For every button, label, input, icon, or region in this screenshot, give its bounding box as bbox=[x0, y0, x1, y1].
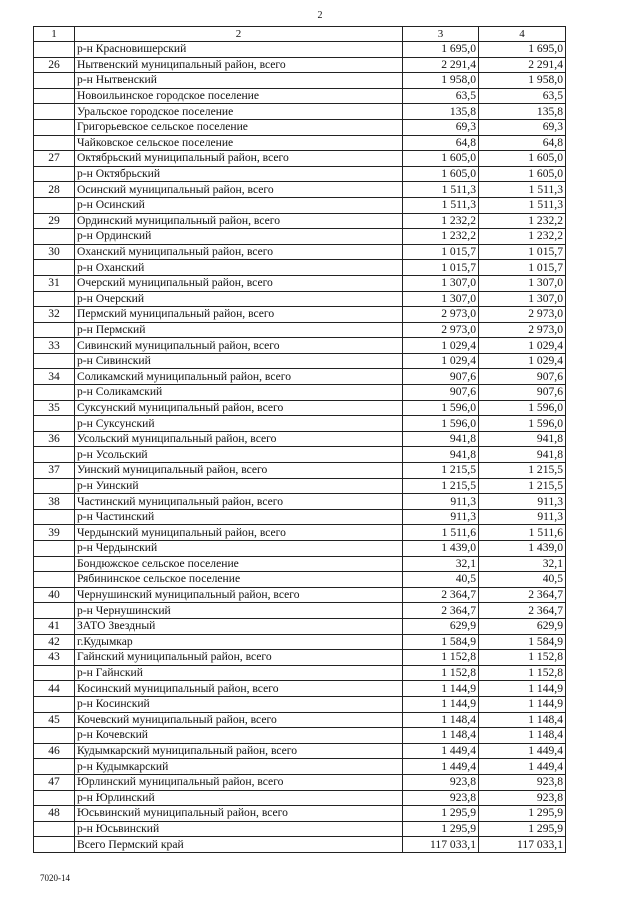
value-col4-cell: 1 439,0 bbox=[479, 541, 566, 557]
row-number-cell: 47 bbox=[34, 774, 75, 790]
name-cell: Октябрьский муниципальный район, всего bbox=[75, 151, 403, 167]
value-col3-cell: 1 148,4 bbox=[403, 728, 479, 744]
value-col3-cell: 2 364,7 bbox=[403, 603, 479, 619]
value-col4-cell: 1 584,9 bbox=[479, 634, 566, 650]
row-number-cell bbox=[34, 541, 75, 557]
value-col4-cell: 1 152,8 bbox=[479, 650, 566, 666]
table-row bbox=[34, 42, 566, 58]
value-col3-cell: 629,9 bbox=[403, 618, 479, 634]
value-col4-cell: 1 307,0 bbox=[479, 291, 566, 307]
value-col3-cell: 911,3 bbox=[403, 494, 479, 510]
row-number-cell bbox=[34, 509, 75, 525]
value-col3-cell: 64,8 bbox=[403, 135, 479, 151]
table-row bbox=[34, 681, 566, 697]
name-cell: р-н Нытвенский bbox=[75, 73, 403, 89]
row-number-cell: 27 bbox=[34, 151, 75, 167]
table-row bbox=[34, 182, 566, 198]
value-col4-cell: 2 364,7 bbox=[479, 603, 566, 619]
row-number-cell: 38 bbox=[34, 494, 75, 510]
value-col4-cell: 1 605,0 bbox=[479, 166, 566, 182]
table-row bbox=[34, 759, 566, 775]
value-col3-cell: 69,3 bbox=[403, 119, 479, 135]
value-col3-cell: 1 015,7 bbox=[403, 260, 479, 276]
table-row bbox=[34, 369, 566, 385]
page-number: 2 bbox=[317, 10, 323, 21]
row-number-cell: 34 bbox=[34, 369, 75, 385]
value-col4-cell: 907,6 bbox=[479, 369, 566, 385]
value-col4-cell: 1 152,8 bbox=[479, 665, 566, 681]
name-cell: р-н Пермский bbox=[75, 322, 403, 338]
value-col4-cell: 1 144,9 bbox=[479, 696, 566, 712]
table-header-row bbox=[34, 27, 566, 42]
row-number-cell bbox=[34, 728, 75, 744]
name-cell: р-н Октябрьский bbox=[75, 166, 403, 182]
table-row bbox=[34, 634, 566, 650]
footer-code: 7020-14 bbox=[40, 873, 70, 883]
column-header-2: 2 bbox=[75, 27, 403, 42]
name-cell: ЗАТО Звездный bbox=[75, 618, 403, 634]
name-cell: г.Кудымкар bbox=[75, 634, 403, 650]
name-cell: Усольский муниципальный район, всего bbox=[75, 431, 403, 447]
value-col3-cell: 1 596,0 bbox=[403, 400, 479, 416]
table-row bbox=[34, 104, 566, 120]
row-number-cell: 30 bbox=[34, 244, 75, 260]
value-col4-cell: 2 973,0 bbox=[479, 322, 566, 338]
name-cell: р-н Соликамский bbox=[75, 385, 403, 401]
table-row bbox=[34, 213, 566, 229]
name-cell: р-н Частинский bbox=[75, 509, 403, 525]
row-number-cell bbox=[34, 260, 75, 276]
name-cell: Всего Пермский край bbox=[75, 837, 403, 853]
table-row bbox=[34, 525, 566, 541]
name-cell: р-н Кудымкарский bbox=[75, 759, 403, 775]
value-col3-cell: 1 215,5 bbox=[403, 478, 479, 494]
row-number-cell bbox=[34, 447, 75, 463]
table-row bbox=[34, 88, 566, 104]
name-cell: р-н Чернушинский bbox=[75, 603, 403, 619]
value-col3-cell: 117 033,1 bbox=[403, 837, 479, 853]
name-cell: Соликамский муниципальный район, всего bbox=[75, 369, 403, 385]
row-number-cell bbox=[34, 119, 75, 135]
table-row bbox=[34, 431, 566, 447]
name-cell: Пермский муниципальный район, всего bbox=[75, 307, 403, 323]
row-number-cell bbox=[34, 166, 75, 182]
value-col3-cell: 1 449,4 bbox=[403, 743, 479, 759]
column-header-1: 1 bbox=[34, 27, 75, 42]
value-col3-cell: 1 307,0 bbox=[403, 291, 479, 307]
row-number-cell bbox=[34, 696, 75, 712]
table-row bbox=[34, 353, 566, 369]
row-number-cell bbox=[34, 790, 75, 806]
value-col3-cell: 40,5 bbox=[403, 572, 479, 588]
name-cell: Гайнский муниципальный район, всего bbox=[75, 650, 403, 666]
row-number-cell bbox=[34, 556, 75, 572]
value-col3-cell: 941,8 bbox=[403, 447, 479, 463]
row-number-cell bbox=[34, 104, 75, 120]
row-number-cell: 37 bbox=[34, 463, 75, 479]
table-row bbox=[34, 338, 566, 354]
table-row bbox=[34, 712, 566, 728]
value-col4-cell: 1 144,9 bbox=[479, 681, 566, 697]
value-col3-cell: 135,8 bbox=[403, 104, 479, 120]
name-cell: Частинский муниципальный район, всего bbox=[75, 494, 403, 510]
value-col4-cell: 1 596,0 bbox=[479, 400, 566, 416]
name-cell: р-н Гайнский bbox=[75, 665, 403, 681]
name-cell: р-н Юрлинский bbox=[75, 790, 403, 806]
table-row bbox=[34, 665, 566, 681]
value-col3-cell: 1 511,3 bbox=[403, 197, 479, 213]
value-col3-cell: 1 295,9 bbox=[403, 806, 479, 822]
value-col3-cell: 1 144,9 bbox=[403, 696, 479, 712]
row-number-cell bbox=[34, 416, 75, 432]
table-body bbox=[34, 27, 566, 853]
table-row bbox=[34, 494, 566, 510]
value-col3-cell: 1 215,5 bbox=[403, 463, 479, 479]
name-cell: р-н Сивинский bbox=[75, 353, 403, 369]
name-cell: р-н Юсьвинский bbox=[75, 821, 403, 837]
value-col3-cell: 1 605,0 bbox=[403, 151, 479, 167]
value-col4-cell: 1 029,4 bbox=[479, 338, 566, 354]
table-row bbox=[34, 322, 566, 338]
value-col4-cell: 1 511,6 bbox=[479, 525, 566, 541]
table-row bbox=[34, 57, 566, 73]
budget-table bbox=[33, 26, 566, 853]
name-cell: р-н Кочевский bbox=[75, 728, 403, 744]
value-col3-cell: 1 015,7 bbox=[403, 244, 479, 260]
table-row bbox=[34, 603, 566, 619]
row-number-cell: 46 bbox=[34, 743, 75, 759]
value-col4-cell: 1 148,4 bbox=[479, 712, 566, 728]
value-col3-cell: 1 307,0 bbox=[403, 275, 479, 291]
table-row bbox=[34, 197, 566, 213]
row-number-cell: 29 bbox=[34, 213, 75, 229]
table-row bbox=[34, 291, 566, 307]
value-col3-cell: 1 148,4 bbox=[403, 712, 479, 728]
row-number-cell: 26 bbox=[34, 57, 75, 73]
row-number-cell: 35 bbox=[34, 400, 75, 416]
table-row bbox=[34, 587, 566, 603]
name-cell: Бондюжское сельское поселение bbox=[75, 556, 403, 572]
row-number-cell bbox=[34, 353, 75, 369]
table-row bbox=[34, 400, 566, 416]
value-col4-cell: 923,8 bbox=[479, 790, 566, 806]
row-number-cell bbox=[34, 603, 75, 619]
value-col4-cell: 32,1 bbox=[479, 556, 566, 572]
row-number-cell bbox=[34, 572, 75, 588]
table-row bbox=[34, 821, 566, 837]
value-col4-cell: 911,3 bbox=[479, 494, 566, 510]
value-col4-cell: 1 511,3 bbox=[479, 182, 566, 198]
name-cell: Юсьвинский муниципальный район, всего bbox=[75, 806, 403, 822]
table-row bbox=[34, 307, 566, 323]
value-col4-cell: 1 029,4 bbox=[479, 353, 566, 369]
name-cell: р-н Осинский bbox=[75, 197, 403, 213]
table-row bbox=[34, 151, 566, 167]
name-cell: Оханский муниципальный район, всего bbox=[75, 244, 403, 260]
name-cell: р-н Усольский bbox=[75, 447, 403, 463]
row-number-cell bbox=[34, 759, 75, 775]
value-col3-cell: 1 439,0 bbox=[403, 541, 479, 557]
row-number-cell bbox=[34, 135, 75, 151]
name-cell: р-н Суксунский bbox=[75, 416, 403, 432]
table-row bbox=[34, 728, 566, 744]
row-number-cell bbox=[34, 837, 75, 853]
name-cell: Очерский муниципальный район, всего bbox=[75, 275, 403, 291]
name-cell: р-н Ординский bbox=[75, 229, 403, 245]
value-col4-cell: 941,8 bbox=[479, 447, 566, 463]
table-row bbox=[34, 696, 566, 712]
value-col4-cell: 69,3 bbox=[479, 119, 566, 135]
value-col4-cell: 1 307,0 bbox=[479, 275, 566, 291]
table-row bbox=[34, 73, 566, 89]
table-row bbox=[34, 166, 566, 182]
name-cell: р-н Оханский bbox=[75, 260, 403, 276]
value-col4-cell: 1 511,3 bbox=[479, 197, 566, 213]
name-cell: Рябининское сельское поселение bbox=[75, 572, 403, 588]
name-cell: Косинский муниципальный район, всего bbox=[75, 681, 403, 697]
row-number-cell bbox=[34, 665, 75, 681]
row-number-cell: 40 bbox=[34, 587, 75, 603]
name-cell: р-н Уинский bbox=[75, 478, 403, 494]
value-col3-cell: 63,5 bbox=[403, 88, 479, 104]
value-col3-cell: 1 232,2 bbox=[403, 229, 479, 245]
row-number-cell bbox=[34, 73, 75, 89]
table-row bbox=[34, 385, 566, 401]
value-col4-cell: 1 015,7 bbox=[479, 244, 566, 260]
table-row bbox=[34, 463, 566, 479]
value-col4-cell: 135,8 bbox=[479, 104, 566, 120]
name-cell: Чернушинский муниципальный район, всего bbox=[75, 587, 403, 603]
row-number-cell: 28 bbox=[34, 182, 75, 198]
value-col3-cell: 2 364,7 bbox=[403, 587, 479, 603]
table-row bbox=[34, 618, 566, 634]
value-col3-cell: 1 295,9 bbox=[403, 821, 479, 837]
name-cell: Осинский муниципальный район, всего bbox=[75, 182, 403, 198]
row-number-cell bbox=[34, 821, 75, 837]
name-cell: Уинский муниципальный район, всего bbox=[75, 463, 403, 479]
value-col4-cell: 1 449,4 bbox=[479, 759, 566, 775]
table-row bbox=[34, 447, 566, 463]
table-row bbox=[34, 416, 566, 432]
table-row bbox=[34, 260, 566, 276]
name-cell: р-н Красновишерский bbox=[75, 42, 403, 58]
table-row bbox=[34, 478, 566, 494]
value-col3-cell: 1 152,8 bbox=[403, 650, 479, 666]
value-col3-cell: 1 958,0 bbox=[403, 73, 479, 89]
value-col4-cell: 117 033,1 bbox=[479, 837, 566, 853]
value-col3-cell: 911,3 bbox=[403, 509, 479, 525]
value-col3-cell: 32,1 bbox=[403, 556, 479, 572]
row-number-cell: 48 bbox=[34, 806, 75, 822]
value-col4-cell: 1 215,5 bbox=[479, 463, 566, 479]
row-number-cell: 36 bbox=[34, 431, 75, 447]
table-row bbox=[34, 135, 566, 151]
value-col4-cell: 63,5 bbox=[479, 88, 566, 104]
value-col4-cell: 629,9 bbox=[479, 618, 566, 634]
table-row bbox=[34, 837, 566, 853]
value-col3-cell: 2 973,0 bbox=[403, 322, 479, 338]
row-number-cell: 41 bbox=[34, 618, 75, 634]
table-row bbox=[34, 806, 566, 822]
name-cell: р-н Очерский bbox=[75, 291, 403, 307]
row-number-cell bbox=[34, 229, 75, 245]
name-cell: Нытвенский муниципальный район, всего bbox=[75, 57, 403, 73]
value-col3-cell: 1 029,4 bbox=[403, 353, 479, 369]
value-col3-cell: 907,6 bbox=[403, 369, 479, 385]
row-number-cell bbox=[34, 42, 75, 58]
row-number-cell: 42 bbox=[34, 634, 75, 650]
value-col4-cell: 1 015,7 bbox=[479, 260, 566, 276]
value-col3-cell: 1 511,6 bbox=[403, 525, 479, 541]
name-cell: Кудымкарский муниципальный район, всего bbox=[75, 743, 403, 759]
row-number-cell bbox=[34, 291, 75, 307]
value-col3-cell: 941,8 bbox=[403, 431, 479, 447]
table-row bbox=[34, 119, 566, 135]
value-col4-cell: 64,8 bbox=[479, 135, 566, 151]
name-cell: Ординский муниципальный район, всего bbox=[75, 213, 403, 229]
name-cell: р-н Косинский bbox=[75, 696, 403, 712]
name-cell: Суксунский муниципальный район, всего bbox=[75, 400, 403, 416]
table-row bbox=[34, 541, 566, 557]
name-cell: Новоильинское городское поселение bbox=[75, 88, 403, 104]
value-col4-cell: 923,8 bbox=[479, 774, 566, 790]
value-col4-cell: 1 148,4 bbox=[479, 728, 566, 744]
value-col4-cell: 40,5 bbox=[479, 572, 566, 588]
value-col3-cell: 1 584,9 bbox=[403, 634, 479, 650]
table-row bbox=[34, 790, 566, 806]
value-col3-cell: 1 605,0 bbox=[403, 166, 479, 182]
value-col4-cell: 1 232,2 bbox=[479, 229, 566, 245]
value-col3-cell: 1 144,9 bbox=[403, 681, 479, 697]
value-col3-cell: 1 511,3 bbox=[403, 182, 479, 198]
value-col4-cell: 1 958,0 bbox=[479, 73, 566, 89]
table-row bbox=[34, 509, 566, 525]
name-cell: Сивинский муниципальный район, всего bbox=[75, 338, 403, 354]
table-row bbox=[34, 572, 566, 588]
table-row bbox=[34, 556, 566, 572]
value-col4-cell: 1 449,4 bbox=[479, 743, 566, 759]
row-number-cell: 31 bbox=[34, 275, 75, 291]
value-col3-cell: 923,8 bbox=[403, 790, 479, 806]
value-col3-cell: 1 152,8 bbox=[403, 665, 479, 681]
value-col4-cell: 2 364,7 bbox=[479, 587, 566, 603]
row-number-cell: 39 bbox=[34, 525, 75, 541]
name-cell: Юрлинский муниципальный район, всего bbox=[75, 774, 403, 790]
table-row bbox=[34, 229, 566, 245]
row-number-cell: 44 bbox=[34, 681, 75, 697]
value-col3-cell: 2 291,4 bbox=[403, 57, 479, 73]
row-number-cell bbox=[34, 478, 75, 494]
value-col3-cell: 1 232,2 bbox=[403, 213, 479, 229]
row-number-cell: 45 bbox=[34, 712, 75, 728]
name-cell: р-н Чердынский bbox=[75, 541, 403, 557]
row-number-cell bbox=[34, 88, 75, 104]
row-number-cell bbox=[34, 385, 75, 401]
value-col3-cell: 907,6 bbox=[403, 385, 479, 401]
row-number-cell bbox=[34, 322, 75, 338]
value-col4-cell: 1 605,0 bbox=[479, 151, 566, 167]
table-row bbox=[34, 774, 566, 790]
value-col4-cell: 941,8 bbox=[479, 431, 566, 447]
value-col3-cell: 1 596,0 bbox=[403, 416, 479, 432]
value-col4-cell: 1 295,9 bbox=[479, 821, 566, 837]
value-col4-cell: 1 295,9 bbox=[479, 806, 566, 822]
value-col4-cell: 2 291,4 bbox=[479, 57, 566, 73]
value-col3-cell: 2 973,0 bbox=[403, 307, 479, 323]
name-cell: Уральское городское поселение bbox=[75, 104, 403, 120]
row-number-cell: 32 bbox=[34, 307, 75, 323]
value-col4-cell: 1 596,0 bbox=[479, 416, 566, 432]
value-col4-cell: 1 232,2 bbox=[479, 213, 566, 229]
column-header-3: 3 bbox=[403, 27, 479, 42]
value-col4-cell: 907,6 bbox=[479, 385, 566, 401]
value-col4-cell: 2 973,0 bbox=[479, 307, 566, 323]
value-col3-cell: 923,8 bbox=[403, 774, 479, 790]
table-row bbox=[34, 743, 566, 759]
row-number-cell: 43 bbox=[34, 650, 75, 666]
table-row bbox=[34, 244, 566, 260]
name-cell: Чердынский муниципальный район, всего bbox=[75, 525, 403, 541]
row-number-cell bbox=[34, 197, 75, 213]
value-col3-cell: 1 029,4 bbox=[403, 338, 479, 354]
value-col4-cell: 1 695,0 bbox=[479, 42, 566, 58]
table-row bbox=[34, 275, 566, 291]
name-cell: Кочевский муниципальный район, всего bbox=[75, 712, 403, 728]
value-col4-cell: 911,3 bbox=[479, 509, 566, 525]
value-col4-cell: 1 215,5 bbox=[479, 478, 566, 494]
value-col3-cell: 1 695,0 bbox=[403, 42, 479, 58]
table-row bbox=[34, 650, 566, 666]
column-header-4: 4 bbox=[479, 27, 566, 42]
row-number-cell: 33 bbox=[34, 338, 75, 354]
name-cell: Чайковское сельское поселение bbox=[75, 135, 403, 151]
value-col3-cell: 1 449,4 bbox=[403, 759, 479, 775]
name-cell: Григорьевское сельское поселение bbox=[75, 119, 403, 135]
